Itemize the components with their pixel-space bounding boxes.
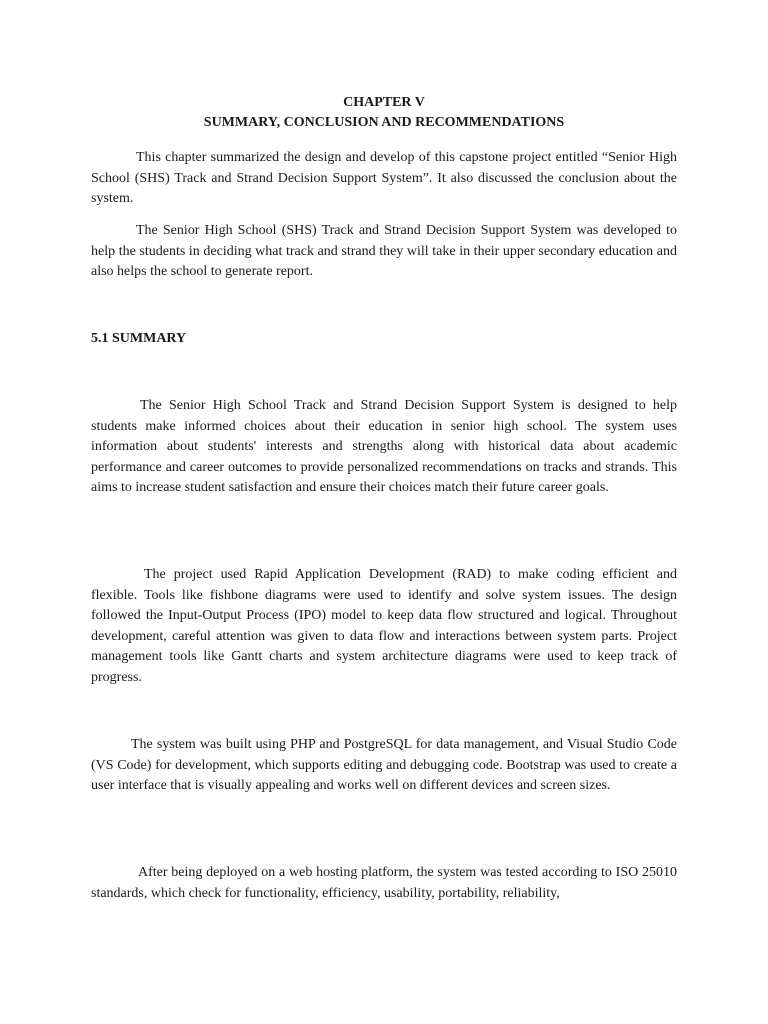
summary-paragraph: The project used Rapid Application Development (RAD) to make coding efficient and flexible. Tools like fishbone diagrams were used to identify and solve system issues. The design followed the Input-Output Process (IPO) model to keep data flow structured and logical. Throughout development, careful attention was given to data flow and interactions between system parts. Project management tools like Gantt charts and system architecture diagrams were used to keep track of progress. — [91, 567, 677, 685]
summary-paragraph: After being deployed on a web hosting platform, the system was tested according to ISO 25010 standards, which check for functionality, efficiency, usability, portability, reliability, — [91, 865, 677, 901]
chapter-title: SUMMARY, CONCLUSION AND RECOMMENDATIONS — [203, 115, 565, 130]
summary-paragraph: The Senior High School Track and Strand Decision Support System is designed to help students make informed choices about their education in senior high school. The system uses information about students' interests and strengths along with historical data about academic performance and career outcomes to provide personalized recommendations on tracks and strands. This aims to increase student satisfaction and ensure their choices match their future career goals. — [91, 398, 677, 495]
section-heading: 5.1 SUMMARY — [91, 331, 187, 346]
chapter-number: CHAPTER V — [343, 95, 425, 110]
intro-paragraph: This chapter summarized the design and develop of this capstone project entitled “Senior High School (SHS) Track and Strand Decision Support System”. It also discussed the conclusion about the system. — [91, 150, 677, 206]
summary-paragraph: The system was built using PHP and PostgreSQL for data management, and Visual Studio Code (VS Code) for development, which supports editing and debugging code. Bootstrap was used to create a user interface that is visually appealing and works well on different devices and screen sizes. — [91, 737, 677, 793]
intro-paragraph: The Senior High School (SHS) Track and Strand Decision Support System was developed to help the students in deciding what track and strand they will take in their upper secondary education and also helps the school to generate report. — [91, 223, 677, 279]
